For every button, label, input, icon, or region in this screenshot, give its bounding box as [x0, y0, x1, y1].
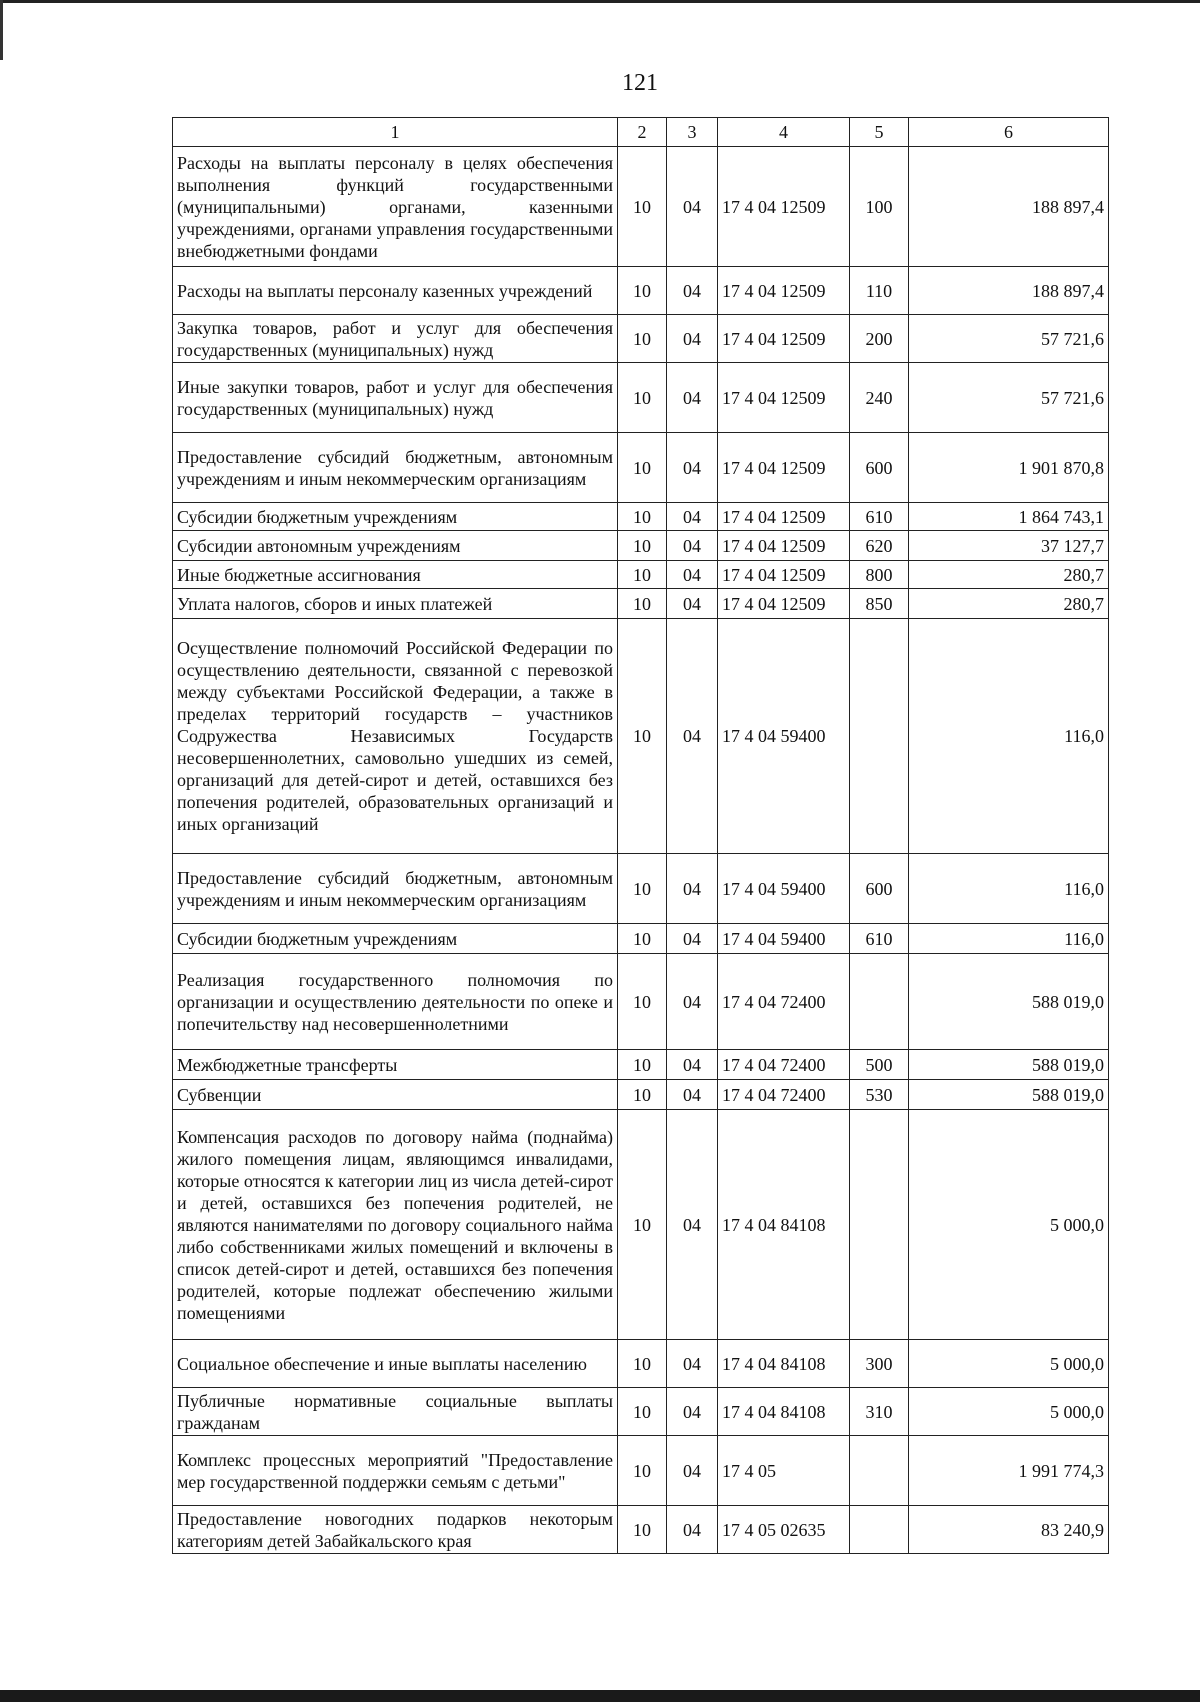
page-number: 121 [622, 70, 658, 96]
row-expense-type: 100 [850, 147, 909, 267]
table-row [173, 503, 1109, 531]
row-name: Субсидии бюджетным учреждениям [173, 503, 618, 531]
table-row [173, 315, 1109, 363]
row-subsection: 04 [667, 267, 718, 315]
row-amount: 1 901 870,8 [909, 433, 1109, 503]
column-header: 3 [667, 118, 718, 147]
row-name: Закупка товаров, работ и услуг для обеспечения государственных (муниципальных) нужд [173, 315, 618, 363]
scan-edge-top [0, 0, 1200, 3]
row-name: Предоставление субсидий бюджетным, автономным учреждениям и иным некоммерческим организациям [173, 854, 618, 924]
row-section: 10 [618, 147, 667, 267]
row-expense-type: 800 [850, 561, 909, 589]
row-target-article: 17 4 04 12509 [718, 147, 850, 267]
row-amount: 116,0 [909, 619, 1109, 854]
row-expense-type: 600 [850, 854, 909, 924]
row-target-article: 17 4 04 84108 [718, 1340, 850, 1388]
row-section: 10 [618, 924, 667, 954]
row-expense-type: 310 [850, 1388, 909, 1436]
row-expense-type: 610 [850, 924, 909, 954]
table-row [173, 1110, 1109, 1340]
row-target-article: 17 4 04 12509 [718, 561, 850, 589]
row-name: Расходы на выплаты персоналу в целях обеспечения выполнения функций государственными (муниципальными) органами, казенными учреждениями, органами управления государственными внебюджетными фондами [173, 147, 618, 267]
table-row [173, 1080, 1109, 1110]
row-amount: 116,0 [909, 854, 1109, 924]
row-name: Иные бюджетные ассигнования [173, 561, 618, 589]
table-row [173, 147, 1109, 267]
row-subsection: 04 [667, 147, 718, 267]
row-target-article: 17 4 04 12509 [718, 531, 850, 561]
row-section: 10 [618, 589, 667, 619]
row-amount: 5 000,0 [909, 1110, 1109, 1340]
row-expense-type [850, 619, 909, 854]
row-section: 10 [618, 1080, 667, 1110]
row-subsection: 04 [667, 924, 718, 954]
row-section: 10 [618, 1388, 667, 1436]
row-amount: 188 897,4 [909, 147, 1109, 267]
table-row [173, 854, 1109, 924]
row-target-article: 17 4 04 12509 [718, 267, 850, 315]
row-subsection: 04 [667, 1388, 718, 1436]
row-target-article: 17 4 04 12509 [718, 589, 850, 619]
table-row [173, 1050, 1109, 1080]
row-target-article: 17 4 04 59400 [718, 619, 850, 854]
row-subsection: 04 [667, 1080, 718, 1110]
table-row [173, 561, 1109, 589]
row-subsection: 04 [667, 1506, 718, 1554]
row-section: 10 [618, 1110, 667, 1340]
row-subsection: 04 [667, 1050, 718, 1080]
row-target-article: 17 4 05 [718, 1436, 850, 1506]
row-target-article: 17 4 04 12509 [718, 315, 850, 363]
column-header: 6 [909, 118, 1109, 147]
row-target-article: 17 4 04 84108 [718, 1388, 850, 1436]
row-subsection: 04 [667, 363, 718, 433]
table-row [173, 924, 1109, 954]
table-row [173, 363, 1109, 433]
row-subsection: 04 [667, 589, 718, 619]
row-target-article: 17 4 04 72400 [718, 954, 850, 1050]
table-row [173, 1436, 1109, 1506]
row-amount: 188 897,4 [909, 267, 1109, 315]
row-name: Иные закупки товаров, работ и услуг для обеспечения государственных (муниципальных) нужд [173, 363, 618, 433]
row-expense-type: 110 [850, 267, 909, 315]
row-name: Предоставление субсидий бюджетным, автономным учреждениям и иным некоммерческим организациям [173, 433, 618, 503]
row-section: 10 [618, 503, 667, 531]
row-amount: 5 000,0 [909, 1388, 1109, 1436]
row-name: Комплекс процессных мероприятий "Предоставление мер государственной поддержки семьям с детьми" [173, 1436, 618, 1506]
row-subsection: 04 [667, 433, 718, 503]
row-name: Уплата налогов, сборов и иных платежей [173, 589, 618, 619]
column-header: 5 [850, 118, 909, 147]
row-expense-type: 610 [850, 503, 909, 531]
row-amount: 588 019,0 [909, 954, 1109, 1050]
row-expense-type: 850 [850, 589, 909, 619]
row-subsection: 04 [667, 854, 718, 924]
row-name: Расходы на выплаты персоналу казенных учреждений [173, 267, 618, 315]
row-target-article: 17 4 04 12509 [718, 433, 850, 503]
row-amount: 1 864 743,1 [909, 503, 1109, 531]
row-name: Субсидии автономным учреждениям [173, 531, 618, 561]
row-section: 10 [618, 1340, 667, 1388]
table-row [173, 433, 1109, 503]
row-subsection: 04 [667, 619, 718, 854]
row-section: 10 [618, 1436, 667, 1506]
row-section: 10 [618, 854, 667, 924]
row-expense-type: 620 [850, 531, 909, 561]
row-subsection: 04 [667, 503, 718, 531]
budget-table [172, 117, 1109, 1554]
row-subsection: 04 [667, 1436, 718, 1506]
row-subsection: 04 [667, 315, 718, 363]
row-name: Субвенции [173, 1080, 618, 1110]
row-section: 10 [618, 1506, 667, 1554]
row-subsection: 04 [667, 531, 718, 561]
row-name: Межбюджетные трансферты [173, 1050, 618, 1080]
column-header: 2 [618, 118, 667, 147]
table-row [173, 954, 1109, 1050]
row-section: 10 [618, 363, 667, 433]
row-section: 10 [618, 433, 667, 503]
table-row [173, 589, 1109, 619]
row-name: Публичные нормативные социальные выплаты гражданам [173, 1388, 618, 1436]
row-section: 10 [618, 1050, 667, 1080]
row-expense-type: 500 [850, 1050, 909, 1080]
row-expense-type: 530 [850, 1080, 909, 1110]
scan-edge-bottom [0, 1690, 1200, 1702]
row-amount: 5 000,0 [909, 1340, 1109, 1388]
row-expense-type: 300 [850, 1340, 909, 1388]
row-amount: 280,7 [909, 561, 1109, 589]
row-name: Субсидии бюджетным учреждениям [173, 924, 618, 954]
row-target-article: 17 4 05 02635 [718, 1506, 850, 1554]
row-amount: 280,7 [909, 589, 1109, 619]
row-section: 10 [618, 954, 667, 1050]
row-target-article: 17 4 04 84108 [718, 1110, 850, 1340]
row-amount: 588 019,0 [909, 1050, 1109, 1080]
row-expense-type: 600 [850, 433, 909, 503]
table-row [173, 1388, 1109, 1436]
row-subsection: 04 [667, 1340, 718, 1388]
row-section: 10 [618, 267, 667, 315]
row-target-article: 17 4 04 12509 [718, 503, 850, 531]
table-header-row [173, 118, 1109, 147]
row-name: Компенсация расходов по договору найма (поднайма) жилого помещения лицам, являющимся инвалидами, которые относятся к категории лиц из числа детей-сирот и детей, оставшихся без попечения родителей, не являются нанимателями по договору социального найма либо собственниками жилых помещений и включены в список детей-сирот и детей, оставшихся без попечения родителей, которые подлежат обеспечению жилыми помещениями [173, 1110, 618, 1340]
row-name: Осуществление полномочий Российской Федерации по осуществлению деятельности, связанной с перевозкой между субъектами Российской Федерации, а также в пределах территорий государств – участников Содружества Независимых Государств несовершеннолетних, самовольно ушедших из семей, организаций для детей-сирот и детей, оставшихся без попечения родителей, образовательных организаций и иных организаций [173, 619, 618, 854]
row-expense-type [850, 954, 909, 1050]
row-section: 10 [618, 315, 667, 363]
column-header: 1 [173, 118, 618, 147]
table-row [173, 619, 1109, 854]
scan-edge-left [0, 0, 3, 60]
table-row [173, 267, 1109, 315]
row-target-article: 17 4 04 12509 [718, 363, 850, 433]
row-amount: 37 127,7 [909, 531, 1109, 561]
row-section: 10 [618, 531, 667, 561]
table-row [173, 1340, 1109, 1388]
row-target-article: 17 4 04 59400 [718, 854, 850, 924]
row-name: Предоставление новогодних подарков некоторым категориям детей Забайкальского края [173, 1506, 618, 1554]
row-name: Социальное обеспечение и иные выплаты населению [173, 1340, 618, 1388]
row-subsection: 04 [667, 1110, 718, 1340]
row-expense-type [850, 1506, 909, 1554]
row-section: 10 [618, 619, 667, 854]
row-amount: 116,0 [909, 924, 1109, 954]
row-amount: 57 721,6 [909, 363, 1109, 433]
row-section: 10 [618, 561, 667, 589]
table-row [173, 1506, 1109, 1554]
row-expense-type [850, 1436, 909, 1506]
row-subsection: 04 [667, 954, 718, 1050]
row-amount: 57 721,6 [909, 315, 1109, 363]
row-expense-type: 240 [850, 363, 909, 433]
row-amount: 588 019,0 [909, 1080, 1109, 1110]
column-header: 4 [718, 118, 850, 147]
row-target-article: 17 4 04 59400 [718, 924, 850, 954]
row-name: Реализация государственного полномочия по организации и осуществлению деятельности по опеке и попечительству над несовершеннолетними [173, 954, 618, 1050]
row-target-article: 17 4 04 72400 [718, 1050, 850, 1080]
table-row [173, 531, 1109, 561]
row-amount: 83 240,9 [909, 1506, 1109, 1554]
row-subsection: 04 [667, 561, 718, 589]
row-amount: 1 991 774,3 [909, 1436, 1109, 1506]
row-target-article: 17 4 04 72400 [718, 1080, 850, 1110]
row-expense-type [850, 1110, 909, 1340]
row-expense-type: 200 [850, 315, 909, 363]
